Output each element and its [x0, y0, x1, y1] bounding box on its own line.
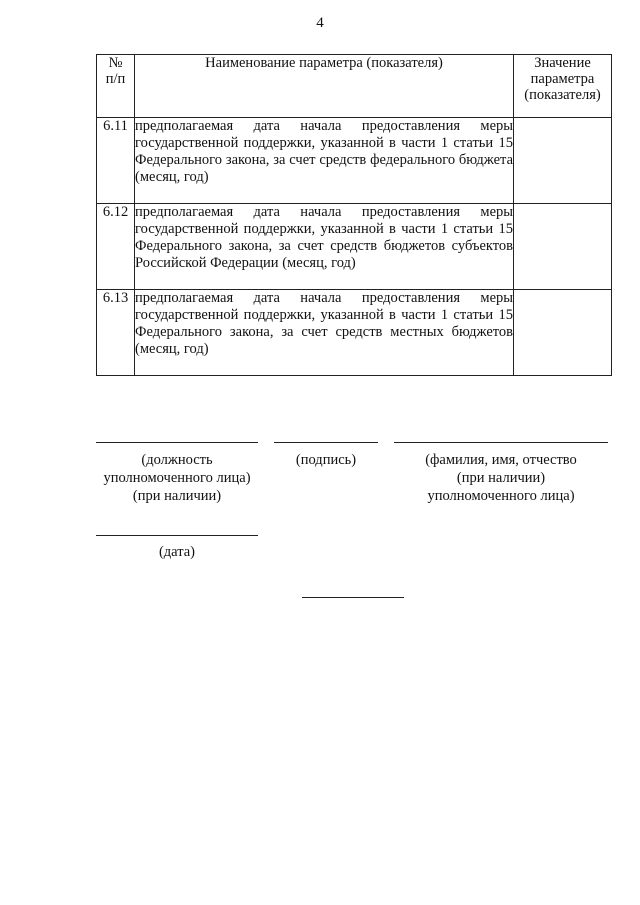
- row-parameter-value[interactable]: [514, 118, 612, 204]
- date-label: (дата): [158, 544, 196, 560]
- parameters-table: [96, 54, 612, 376]
- position-label: (должность уполномоченного лица) (при наличии): [103, 452, 251, 504]
- header-number: [97, 55, 135, 118]
- full-name-signature-line: [394, 442, 608, 443]
- row-number: 6.11: [97, 118, 135, 204]
- header-parameter-name: Наименование параметра (показателя): [135, 55, 514, 118]
- row-parameter-name: предполагаемая дата начала предоставления меры государственной поддержки, указанной в части 1 статьи 15 Федерального закона, за счет средств федерального бюджета (месяц, год): [135, 118, 514, 204]
- full-name-label: (фамилия, имя, отчество (при наличии) уполномоченного лица): [425, 452, 577, 504]
- header-number-symbol: № п/п: [105, 55, 126, 87]
- row-parameter-name: предполагаемая дата начала предоставления меры государственной поддержки, указанной в части 1 статьи 15 Федерального закона, за счет средств местных бюджетов (месяц, год): [135, 290, 514, 376]
- table-row: [97, 290, 612, 376]
- row-parameter-value[interactable]: [514, 290, 612, 376]
- page-number: 4: [316, 15, 324, 31]
- table-row: [97, 204, 612, 290]
- position-signature-line: [96, 442, 258, 443]
- header-parameter-value: Значение параметра (показателя): [514, 55, 612, 118]
- table-header-row: [97, 55, 612, 118]
- end-of-document-rule: [302, 597, 404, 598]
- row-number: 6.12: [97, 204, 135, 290]
- table-row: [97, 118, 612, 204]
- signature-label: (подпись): [295, 452, 357, 468]
- row-parameter-name: предполагаемая дата начала предоставления меры государственной поддержки, указанной в части 1 статьи 15 Федерального закона, за счет средств бюджетов субъектов Российской Федерации (месяц, год): [135, 204, 514, 290]
- date-line: [96, 535, 258, 536]
- row-number: 6.13: [97, 290, 135, 376]
- row-parameter-value[interactable]: [514, 204, 612, 290]
- signature-line: [274, 442, 378, 443]
